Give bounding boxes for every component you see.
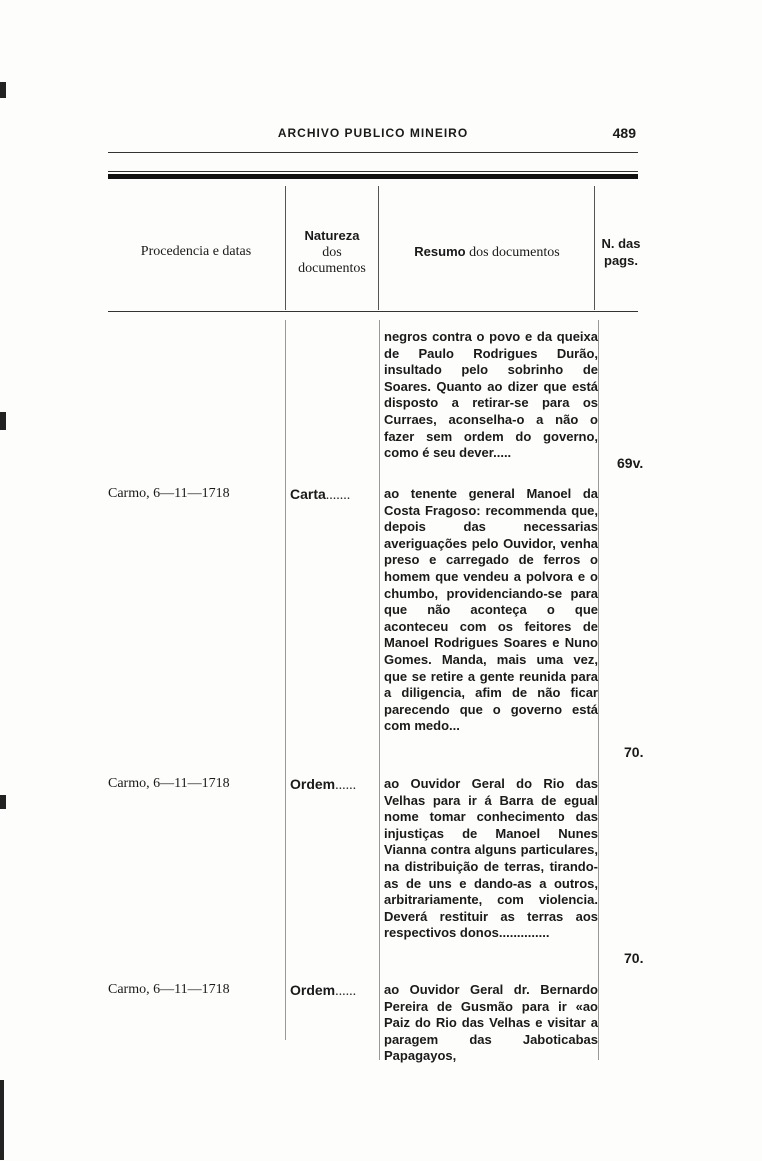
header-rule bbox=[108, 152, 638, 153]
column-divider bbox=[285, 320, 286, 1040]
column-divider bbox=[379, 320, 380, 1060]
entry-kind-dots: ...... bbox=[335, 778, 357, 793]
scan-edge-mark bbox=[0, 1080, 4, 1160]
entry-kind-dots: ...... bbox=[335, 984, 357, 999]
entry-kind bbox=[290, 982, 356, 1000]
header-resumo-rest: dos documentos bbox=[465, 245, 560, 260]
entry-kind bbox=[290, 776, 356, 794]
entry-summary: negros contra o povo e da queixa de Paulo Rodrigues Durão, insultado pelo sobrinho de Soares. Quanto ao dizer que está disposto a retirar-se para os Curraes, aconselha-o a não o fazer sem ordem do governo, como é seu dever..... bbox=[384, 329, 598, 461]
entry-date: Carmo, 6—11—1718 bbox=[108, 982, 230, 997]
scan-edge-mark bbox=[0, 412, 6, 430]
entry-date: Carmo, 6—11—1718 bbox=[108, 486, 230, 501]
entry-kind-label: Ordem bbox=[290, 982, 336, 998]
running-head bbox=[108, 126, 638, 146]
header-pags-line2: pags. bbox=[604, 253, 638, 268]
entry-summary: ao Ouvidor Geral dr. Bernardo Pereira de Gusmão para ir «ao Paiz do Rio das Velhas e visitar a paragem das Jaboticabas Papagayos, bbox=[384, 982, 598, 1064]
header-natureza bbox=[286, 228, 378, 277]
header-natureza-line2: dos bbox=[322, 245, 342, 260]
entry-page-ref: 69v. bbox=[617, 455, 644, 471]
entry-kind-label: Ordem bbox=[290, 776, 336, 792]
header-pags bbox=[595, 236, 647, 270]
column-divider bbox=[598, 320, 599, 1060]
header-natureza-line3: documentos bbox=[298, 261, 366, 276]
entry-page-ref: 70. bbox=[624, 950, 644, 966]
header-resumo bbox=[380, 244, 594, 261]
header-resumo-bold: Resumo bbox=[414, 244, 466, 259]
table-top-rule bbox=[108, 171, 638, 172]
entry-kind-label: Carta bbox=[290, 486, 326, 502]
entry-kind bbox=[290, 486, 350, 504]
entry-kind-dots: ....... bbox=[325, 488, 351, 503]
header-natureza-line1: Natureza bbox=[304, 228, 360, 243]
header-pags-line1: N. das bbox=[601, 236, 641, 251]
header-procedencia bbox=[108, 244, 284, 260]
table-top-thick-rule bbox=[108, 174, 638, 179]
page-number: 489 bbox=[612, 125, 636, 141]
scan-edge-mark bbox=[0, 82, 6, 98]
header-procedencia-label: Procedencia e datas bbox=[140, 244, 252, 259]
column-divider bbox=[378, 186, 379, 310]
scan-edge-mark bbox=[0, 795, 6, 809]
entry-date: Carmo, 6—11—1718 bbox=[108, 776, 230, 791]
entry-summary: ao Ouvidor Geral do Rio das Velhas para ir á Barra de egual nome tomar conhecimento das injustiças de Manoel Nunes Vianna contra alguns particulares, na distribuição de terras, tirando-as de uns e dando-as a outros, arbitrariamente, com violencia. Deverá restituir as terras aos respectivos donos.............. bbox=[384, 776, 598, 941]
entry-page-ref: 70. bbox=[624, 744, 644, 760]
header-bottom-rule bbox=[108, 311, 638, 312]
entry-summary: ao tenente general Manoel da Costa Fragoso: recommenda que, depois das necessarias averiguações pelo Ouvidor, venha preso e carregado de ferros o homem que vendeu a polvora e o chumbo, providenciando-se para que não aconteça o que aconteceu com os feitores de Manoel Rodrigues Soares e Nuno Gomes. Manda, mais uma vez, que se retire a gente reunida para a diligencia, afim de não ficar parecendo que o governo está com medo... bbox=[384, 486, 598, 734]
running-title: ARCHIVO PUBLICO MINEIRO bbox=[277, 126, 469, 140]
